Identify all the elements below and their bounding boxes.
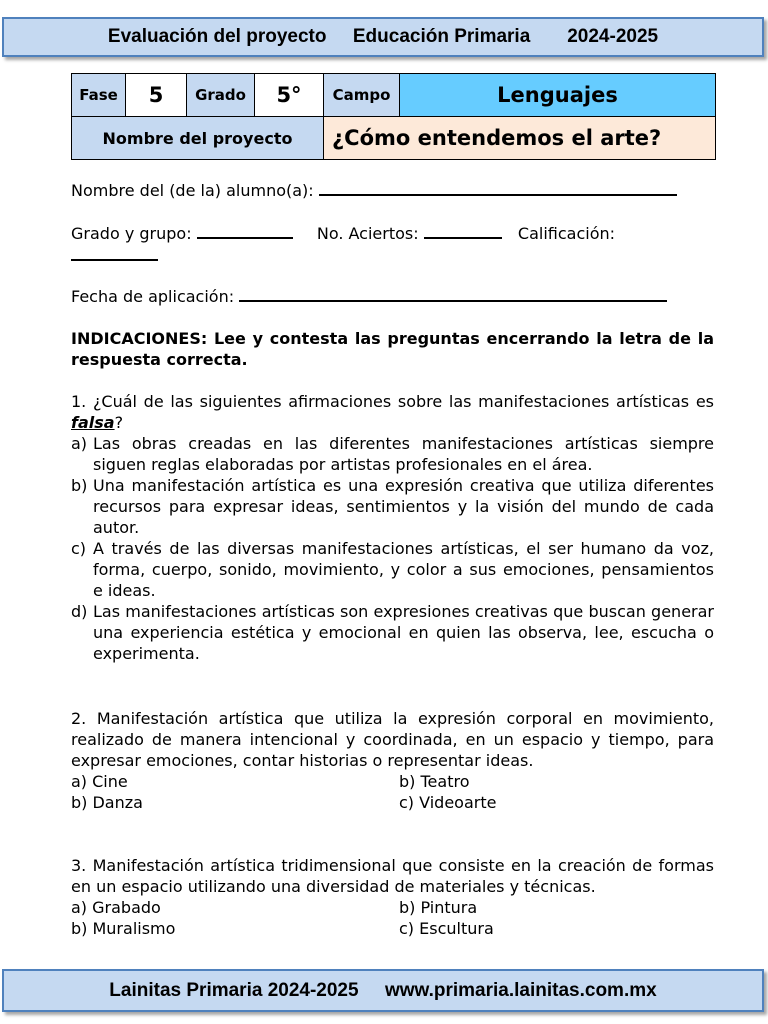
calificacion-label: Calificación:: [517, 224, 616, 243]
header-ciclo: 2024-2025: [567, 26, 659, 47]
question-2-option-4[interactable]: c) Videoarte: [399, 793, 497, 812]
fecha-blank[interactable]: [239, 286, 667, 302]
question-1-option-a[interactable]: a) Las obras creadas en las diferentes manifestaciones artísticas siempre siguen reglas elaboradas por artistas profesionales en el área.: [71, 434, 714, 474]
question-1-stem: 1. ¿Cuál de las siguientes afirmaciones sobre las manifestaciones artísticas es falsa?: [71, 392, 714, 432]
aciertos-label: No. Aciertos:: [316, 224, 419, 243]
campo-value: Lenguajes: [400, 74, 716, 117]
question-3: [71, 855, 714, 939]
indicaciones: INDICACIONES: Lee y contesta las preguntas encerrando la letra de la respuesta correcta.: [71, 329, 714, 369]
calificacion-blank[interactable]: [71, 245, 158, 261]
footer-url[interactable]: www.primaria.lainitas.com.mx: [384, 979, 657, 1001]
question-1-option-d[interactable]: d) Las manifestaciones artísticas son expresiones creativas que buscan generar una experiencia estética y emocional en quien las observa, lee, escucha o experimenta.: [71, 602, 714, 663]
aciertos-blank[interactable]: [424, 223, 502, 239]
question-3-option-4[interactable]: c) Escultura: [399, 919, 494, 938]
question-3-stem: 3. Manifestación artística tridimensional que consiste en la creación de formas en un espacio utilizando una diversidad de materiales y técnicas.: [71, 856, 714, 896]
grado-grupo-label: Grado y grupo:: [71, 224, 192, 243]
question-2-option-3[interactable]: b) Danza: [71, 793, 143, 812]
info-table: [71, 73, 716, 160]
header-nivel: Educación Primaria: [352, 26, 531, 47]
question-1-option-b[interactable]: b) Una manifestación artística es una expresión creativa que utiliza diferentes recursos para expresar ideas, sentimientos y la visión del mundo de cada autor.: [71, 476, 714, 537]
question-2-option-1[interactable]: a) Cine: [71, 772, 128, 791]
footer-banner: [2, 969, 764, 1012]
alumno-row: [71, 180, 714, 201]
question-2-stem: 2. Manifestación artística que utiliza la expresión corporal en movimiento, realizado de manera intencional y coordinada, en un espacio y tiempo, para expresar emociones, contar historias o representar ideas.: [71, 709, 714, 770]
proyecto-label: Nombre del proyecto: [72, 117, 324, 160]
falsa-emphasis: falsa: [71, 413, 115, 432]
question-1-option-c[interactable]: c) A través de las diversas manifestaciones artísticas, el ser humano da voz, forma, cuerpo, sonido, movimiento, y color a sus emociones, pensamientos e ideas.: [71, 539, 714, 600]
alumno-blank[interactable]: [319, 180, 677, 196]
question-3-option-1[interactable]: a) Grabado: [71, 898, 161, 917]
calificacion-blank-row: [71, 245, 714, 266]
campo-label: Campo: [324, 74, 400, 117]
grado-label: Grado: [187, 74, 255, 117]
header-evaluacion: Evaluación del proyecto: [107, 26, 327, 47]
fecha-label: Fecha de aplicación:: [71, 287, 235, 306]
proyecto-value: ¿Cómo entendemos el arte?: [324, 117, 716, 160]
question-1: [71, 391, 714, 664]
header-banner: [2, 17, 764, 57]
question-3-option-2[interactable]: b) Pintura: [399, 898, 478, 917]
grado-grupo-row: [71, 223, 714, 244]
fase-value: 5: [126, 74, 187, 117]
fase-label: Fase: [72, 74, 126, 117]
fecha-row: [71, 286, 714, 307]
grado-value: 5°: [255, 74, 324, 117]
question-2: [71, 708, 714, 813]
question-3-option-3[interactable]: b) Muralismo: [71, 919, 176, 938]
alumno-label: Nombre del (de la) alumno(a):: [71, 181, 314, 200]
grado-grupo-blank[interactable]: [197, 223, 293, 239]
footer-site-name: Lainitas Primaria 2024-2025: [109, 979, 359, 1001]
question-2-option-2[interactable]: b) Teatro: [399, 772, 470, 791]
